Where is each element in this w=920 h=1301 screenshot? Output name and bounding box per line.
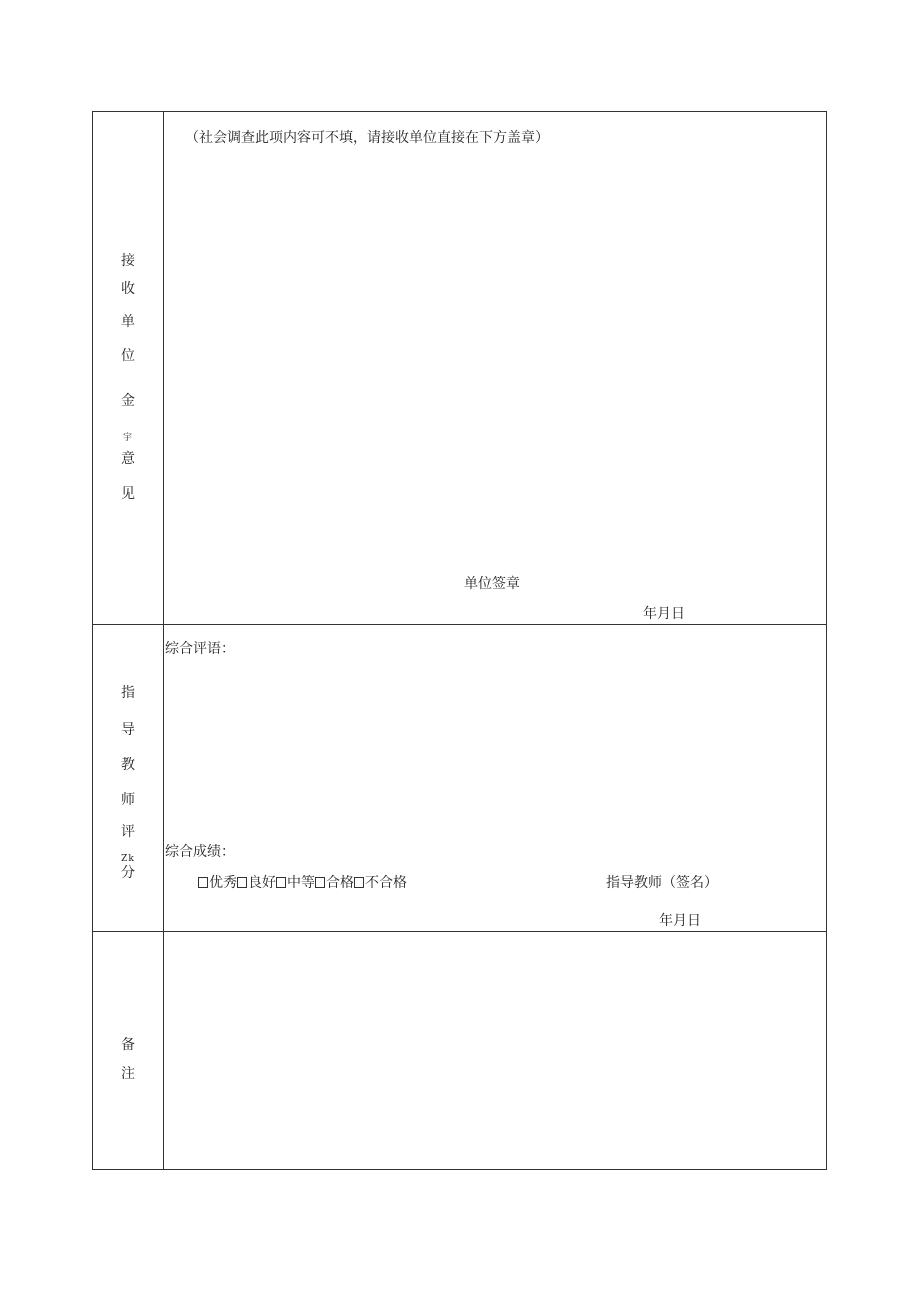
checkbox-icon[interactable] xyxy=(315,877,325,888)
section2-label-char: 指 xyxy=(121,685,135,701)
section2-date-label: 年月日 xyxy=(659,913,701,929)
section1-label-char: 位 xyxy=(121,348,135,364)
section1-note: （社会调查此项内容可不填，请接收单位直接在下方盖章） xyxy=(185,130,549,146)
section1-label-char: 意 xyxy=(121,451,135,467)
section-divider-2 xyxy=(93,931,826,932)
section1-date-label: 年月日 xyxy=(643,606,685,622)
section1-label-char: 宇 xyxy=(122,433,133,443)
section2-label-char: 评 xyxy=(121,824,135,840)
grade-option-fail[interactable]: 不合格 xyxy=(354,875,407,891)
section2-label-char: 教 xyxy=(121,757,135,773)
checkbox-icon[interactable] xyxy=(276,877,286,888)
label-column-divider xyxy=(163,112,164,1169)
evaluation-form xyxy=(92,111,827,1170)
section1-label-char: 金 xyxy=(121,393,135,409)
grade-option-pass[interactable]: 合格 xyxy=(315,875,354,891)
grade-option-excellent[interactable]: 优秀 xyxy=(198,875,237,891)
comprehensive-grade-label: 综合成绩： xyxy=(165,844,235,860)
comprehensive-comment-label: 综合评语： xyxy=(165,641,235,657)
section2-label-char: 导 xyxy=(121,722,135,738)
section3-label-char: 备 xyxy=(121,1037,135,1053)
checkbox-icon[interactable] xyxy=(354,877,364,888)
grade-option-good[interactable]: 良好 xyxy=(237,875,276,891)
section2-label-char: 分 xyxy=(121,865,135,881)
section2-label-char: 师 xyxy=(121,792,135,808)
section1-label-char: 收 xyxy=(121,281,135,297)
grade-option-medium[interactable]: 中等 xyxy=(276,875,315,891)
section1-label-char: 单 xyxy=(121,314,135,330)
section1-label-char: 接 xyxy=(121,253,135,269)
unit-seal-label: 单位签章 xyxy=(464,576,520,592)
grade-options xyxy=(198,875,407,891)
section1-label-char: 见 xyxy=(121,486,135,502)
checkbox-icon[interactable] xyxy=(198,877,208,888)
checkbox-icon[interactable] xyxy=(237,877,247,888)
section-divider-1 xyxy=(93,624,826,625)
section3-label-char: 注 xyxy=(121,1066,135,1082)
instructor-signature-label: 指导教师（签名） xyxy=(606,875,718,891)
section2-label-char: Zk xyxy=(121,854,135,864)
